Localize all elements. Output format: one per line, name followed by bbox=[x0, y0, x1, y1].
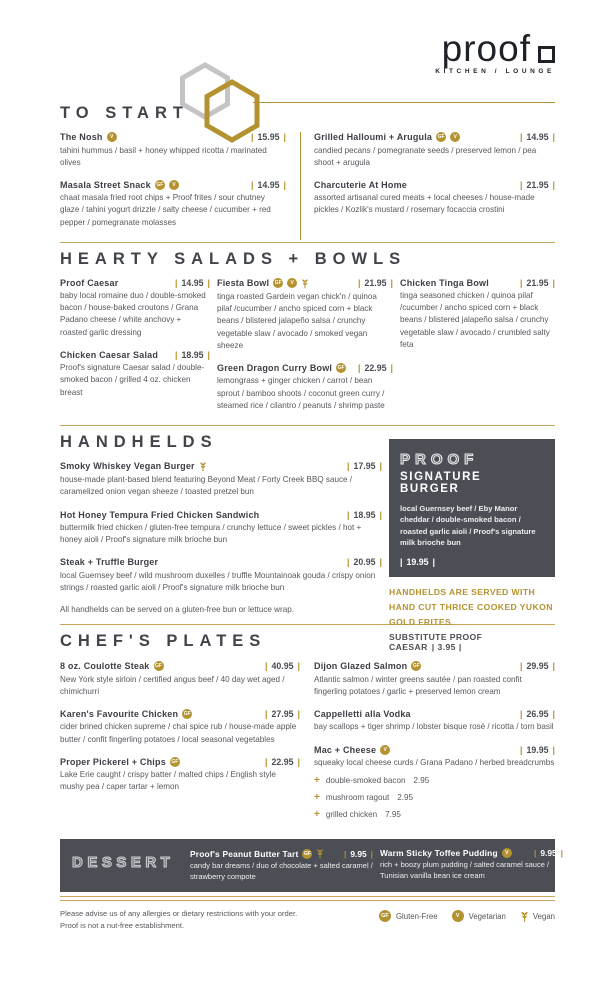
addon-price: 2.95 bbox=[413, 776, 430, 786]
item-name: Chicken Caesar Salad bbox=[60, 349, 159, 360]
legend-vegetarian bbox=[452, 910, 506, 922]
dessert-section bbox=[60, 839, 555, 892]
substitute-note bbox=[389, 632, 555, 652]
gluten-free-badge-icon: GF bbox=[155, 663, 162, 670]
footer bbox=[60, 908, 555, 932]
item-price: | 15.95 | bbox=[251, 132, 286, 142]
addon-label: grilled chicken bbox=[325, 810, 378, 820]
plus-icon: + bbox=[314, 775, 320, 787]
item-price: | 40.95 | bbox=[265, 661, 300, 671]
legend-vegan bbox=[520, 910, 555, 923]
item-name: The Nosh bbox=[60, 132, 103, 142]
item-description: tahini hummus / basil + honey whipped ricotta / marinated olives bbox=[60, 145, 267, 167]
addon-label: mushroom ragout bbox=[325, 793, 390, 803]
item-description: tinga seasoned chicken / quinoa pilaf /cucumber / ancho spiced corn + black beans / blistered jalapeño salsa / crunchy vegetable slaw / avocado / crumbled salty feta bbox=[400, 291, 550, 349]
item-name: Grilled Halloumi + Arugula bbox=[314, 132, 433, 142]
vegetarian-badge-icon: V bbox=[452, 910, 464, 922]
item-price: | 21.95 | bbox=[520, 278, 555, 288]
item-price: | 20.95 | bbox=[347, 557, 382, 567]
vegan-sprout-icon bbox=[199, 461, 207, 472]
gluten-free-badge-icon: GF bbox=[437, 134, 445, 140]
legend-label: Vegan bbox=[532, 911, 555, 921]
vegan-sprout-icon bbox=[520, 910, 529, 923]
item-description: Lake Erie caught / crispy batter / malted chips / English style mushy pea / caper tartar + lemon bbox=[60, 770, 276, 792]
logo-square-icon bbox=[538, 46, 555, 63]
menu-item bbox=[60, 661, 300, 698]
vegan-sprout-icon bbox=[316, 848, 324, 859]
item-price: | 26.95 | bbox=[520, 709, 555, 719]
vegetarian-badge-icon: V bbox=[107, 132, 117, 142]
item-description: squeaky local cheese curds / Grana Padano / herbed breadcrumbs bbox=[314, 758, 555, 768]
item-name: Karen's Favourite Chicken bbox=[60, 708, 179, 719]
legend-gluten-free bbox=[379, 910, 438, 922]
handhelds-note: All handhelds can be served on a gluten-free bun or lettuce wrap. bbox=[60, 605, 294, 615]
item-description: cider brined chicken supreme / chai spice rub / house-made apple butter / confit fingerling potatoes / local seasonal vegetables bbox=[60, 722, 297, 744]
item-price: | 14.95 | bbox=[175, 278, 210, 288]
addon-row bbox=[314, 792, 555, 803]
item-description: assorted artisanal cured meats + local cheeses / house-made pickles / Kozlik's mustard / rosemary focaccia crostini bbox=[314, 193, 535, 215]
item-description: buttermilk fried chicken / gluten-free tempura / crunchy lettuce / sweet pickles / hot + honey aioli / Proof's signature milk brioche bun bbox=[60, 523, 362, 545]
vegetarian-badge-icon: V bbox=[287, 278, 297, 288]
item-name: Mac + Cheese bbox=[314, 744, 377, 755]
addon-row bbox=[314, 809, 555, 820]
item-price: | 19.95 | bbox=[520, 745, 555, 755]
menu-item bbox=[60, 709, 300, 746]
menu-item bbox=[190, 848, 373, 883]
item-name: Green Dragon Curry Bowl bbox=[217, 362, 333, 373]
menu-item bbox=[314, 745, 555, 821]
item-name: Fiesta Bowl bbox=[217, 278, 270, 289]
vegan-sprout-icon bbox=[301, 278, 309, 289]
feature-description: local Guernsey beef / Eby Manor cheddar / double-smoked bacon / roasted garlic aioli / Proof's signature milk brioche bun bbox=[400, 503, 536, 547]
vegetarian-badge-icon: V bbox=[502, 848, 512, 858]
menu-item bbox=[217, 363, 393, 412]
salads-section bbox=[60, 278, 555, 423]
header-gold-line bbox=[253, 102, 555, 103]
item-name: Charcuterie At Home bbox=[314, 179, 407, 190]
item-price: | 18.95 | bbox=[175, 350, 210, 360]
section-divider bbox=[60, 242, 555, 243]
item-name: Warm Sticky Toffee Pudding bbox=[380, 848, 498, 859]
item-name: 8 oz. Coulotte Steak bbox=[60, 661, 150, 672]
substitute-price: | 3.95 | bbox=[428, 642, 462, 652]
item-description: lemongrass + ginger chicken / carrot / bean sprout / bamboo shoots / coconut green curry / steamed rice / cilantro / peanuts / shrimp paste bbox=[217, 376, 385, 410]
item-description: candied pecans / pomegranate seeds / preserved lemon / pea shoot + arugula bbox=[314, 145, 537, 167]
item-name: Proof's Peanut Butter Tart bbox=[190, 848, 299, 859]
item-price: | 22.95 | bbox=[358, 363, 393, 373]
item-name: Masala Street Snack bbox=[60, 179, 151, 190]
nut-free-notice: Proof is not a nut-free establishment. bbox=[60, 921, 185, 931]
addon-price: 7.95 bbox=[385, 810, 401, 820]
section-title-chefs-plates: CHEF'S PLATES bbox=[60, 632, 267, 651]
legend-label: Gluten-Free bbox=[395, 911, 438, 921]
item-description: baby local romaine duo / double-smoked bacon / house-baked croutons / Grana Padano cheese / white anchovy + roasted garlic dressing bbox=[60, 291, 206, 337]
menu-item bbox=[60, 180, 286, 229]
gluten-free-badge-icon: GF bbox=[412, 663, 420, 670]
item-price: | 9.95 | bbox=[344, 849, 373, 859]
section-title-to-start: TO START bbox=[60, 104, 189, 122]
vegetarian-badge-icon: V bbox=[450, 132, 460, 142]
section-divider bbox=[60, 425, 555, 426]
frites-note: HANDHELDS ARE SERVED WITH HAND CUT THRICE COOKED YUKON GOLD FRITES. bbox=[389, 587, 553, 628]
item-price: | 29.95 | bbox=[520, 661, 555, 671]
menu-item bbox=[60, 350, 210, 399]
item-price: | 21.95 | bbox=[358, 278, 393, 288]
item-name: Cappelletti alla Vodka bbox=[314, 708, 411, 719]
section-title-handhelds: HANDHELDS bbox=[60, 432, 218, 451]
item-name: Hot Honey Tempura Fried Chicken Sandwich bbox=[60, 509, 260, 520]
allergy-notice: Please advise us of any allergies or dietary restrictions with your order. bbox=[60, 908, 298, 918]
brand-tagline: KITCHEN / LOUNGE bbox=[435, 68, 555, 76]
legend-label: Vegetarian bbox=[468, 911, 506, 921]
gluten-free-badge-icon: GF bbox=[156, 181, 164, 188]
item-name: Chicken Tinga Bowl bbox=[400, 277, 489, 288]
item-price: | 14.95 | bbox=[520, 132, 555, 142]
brand-logo bbox=[435, 28, 555, 76]
brand-name: proof bbox=[441, 28, 531, 69]
item-price: | 18.95 | bbox=[347, 510, 382, 520]
feature-title-signature-burger: SIGNATURE BURGER bbox=[400, 470, 482, 495]
plus-icon: + bbox=[314, 792, 320, 804]
item-price: | 17.95 | bbox=[347, 461, 382, 471]
hexagon-decoration bbox=[158, 58, 270, 153]
menu-item bbox=[400, 278, 555, 351]
item-price: | 21.95 | bbox=[520, 180, 555, 190]
item-description: chaat masala fried root chips + Proof frites / sour chutney glaze / tahini yogurt drizzle / salty cheese / cucumber + red pepper / pomegranate molasses bbox=[60, 193, 271, 227]
section-title-salads: HEARTY SALADS + BOWLS bbox=[60, 249, 407, 268]
item-description: rich + boozy plum pudding / salted caramel sauce / Tunisian vanilla bean ice cream bbox=[380, 860, 550, 881]
chefs-plates-section bbox=[60, 661, 555, 831]
addon-price: 2.95 bbox=[397, 793, 414, 803]
item-name: Steak + Truffle Burger bbox=[60, 557, 159, 568]
dietary-legend bbox=[379, 910, 555, 923]
item-name: Proof Caesar bbox=[60, 277, 119, 288]
gluten-free-badge-icon: GF bbox=[304, 850, 311, 857]
menu-item bbox=[314, 132, 555, 169]
item-description: local Guernsey beef / wild mushroom duxelles / truffle Mountainoak gouda / crispy onion strings / roasted garlic aioli / Proof's signature milk brioche bun bbox=[60, 570, 376, 593]
feature-price: | 19.95 | bbox=[400, 557, 544, 567]
menu-item bbox=[314, 180, 555, 217]
plus-icon: + bbox=[314, 809, 320, 821]
addon-label: double-smoked bacon bbox=[325, 776, 406, 786]
item-description: Atlantic salmon / winter greens sautée / pan roasted confit fingerling potatoes / garlic + preserved lemon cream bbox=[314, 674, 522, 696]
item-name: Dijon Glazed Salmon bbox=[314, 661, 408, 672]
menu-item bbox=[60, 461, 382, 499]
gluten-free-badge-icon: GF bbox=[183, 710, 191, 717]
signature-burger-feature bbox=[389, 439, 555, 653]
gluten-free-badge-icon: GF bbox=[379, 910, 391, 922]
item-price: | 22.95 | bbox=[265, 757, 300, 767]
substitute-label: SUBSTITUTE PROOF CAESAR bbox=[389, 632, 483, 653]
item-name: Smoky Whiskey Vegan Burger bbox=[60, 461, 195, 472]
menu-item bbox=[60, 557, 382, 594]
item-price: | 27.95 | bbox=[265, 709, 300, 719]
item-price: | 14.95 | bbox=[251, 180, 286, 190]
item-description: candy bar dreams / duo of chocolate + salted caramel / strawberry compote bbox=[190, 861, 373, 882]
gluten-free-badge-icon: GF bbox=[274, 280, 282, 287]
gluten-free-badge-icon: GF bbox=[171, 758, 179, 765]
feature-title-proof: PROOF bbox=[400, 450, 479, 468]
menu-item bbox=[314, 709, 555, 734]
item-description: tinga roasted Gardein vegan chick'n / quinoa pilaf /cucumber / ancho spiced corn + black beans / blistered jalapeño salsa / crunchy vegetable slaw / avocado / smoked vegan sheeze bbox=[217, 292, 377, 350]
header bbox=[0, 0, 612, 104]
menu-item bbox=[314, 661, 555, 698]
hexagons-icon bbox=[158, 58, 270, 148]
item-description: bay scallops + tiger shrimp / lobster bisque rosé / ricotta / torn basil bbox=[314, 722, 554, 732]
item-price: | 9.95 | bbox=[534, 848, 563, 858]
bottom-double-rule bbox=[60, 896, 555, 901]
item-name: Proper Pickerel + Chips bbox=[60, 756, 166, 767]
vegetarian-badge-icon: V bbox=[380, 745, 390, 755]
menu-item bbox=[380, 848, 563, 882]
menu-item bbox=[60, 757, 300, 794]
menu-item bbox=[60, 510, 382, 547]
item-description: Proof's signature Caesar salad / double-smoked bacon / grilled 4 oz. chicken breast bbox=[60, 363, 205, 397]
dessert-label: DESSERT bbox=[72, 854, 175, 872]
menu-item bbox=[60, 278, 210, 339]
menu-item bbox=[217, 278, 393, 352]
to-start-section bbox=[60, 132, 555, 240]
item-description: house-made plant-based blend featuring Beyond Meat / Forty Creek BBQ sauce / caramelized onion vegan sheeze / toasted pretzel bun bbox=[60, 475, 352, 497]
vegetarian-badge-icon: V bbox=[169, 180, 179, 190]
item-description: New York style sirloin / certified angus beef / 40 day wet aged / chimichurri bbox=[60, 674, 285, 696]
addon-row bbox=[314, 775, 555, 786]
gluten-free-badge-icon: GF bbox=[337, 364, 345, 371]
